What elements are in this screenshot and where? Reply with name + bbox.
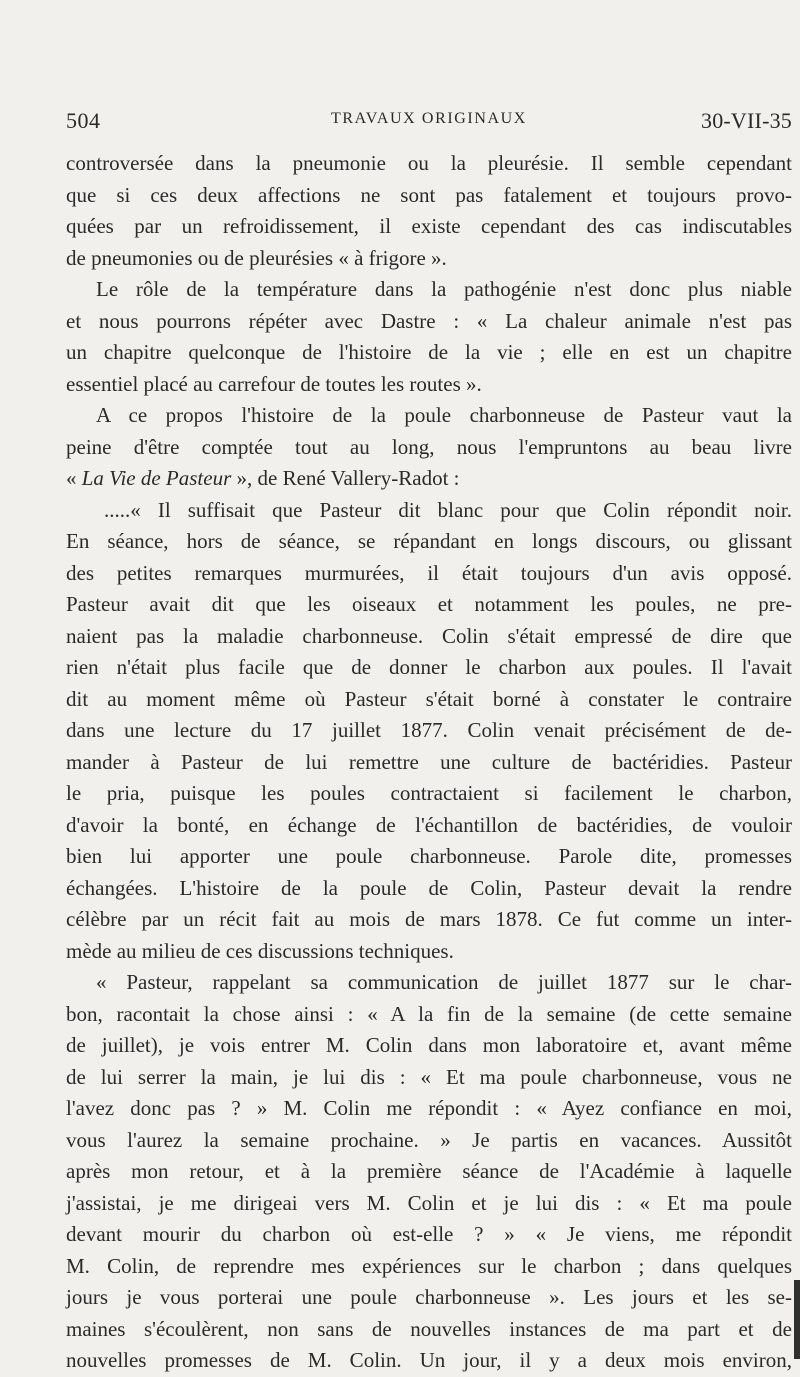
- header-date: 30-VII-35: [701, 108, 792, 133]
- text-line: de lui serrer la main, je lui dis : « Et ma poule charbonneuse, vous ne: [66, 1064, 792, 1089]
- book-title: La Vie de Pasteur: [81, 466, 232, 490]
- text-line: naient pas la maladie charbonneuse. Colin s'était empressé de dire que: [66, 623, 792, 648]
- text-line: le pria, puisque les poules contractaient si facilement le charbon,: [66, 781, 792, 805]
- text-line: En séance, hors de séance, se répandant en longs discours, ou glissant: [66, 529, 792, 553]
- text-line: bien lui apporter une poule charbonneuse. Parole dite, promesses: [66, 844, 792, 868]
- book-title-line: « La Vie de Pasteur », de René Vallery-Radot :: [66, 466, 460, 490]
- page-number: 504: [66, 108, 101, 133]
- text-line: essentiel placé au carrefour de toutes les routes ».: [66, 371, 482, 396]
- page-header: [66, 104, 792, 140]
- text-line: un chapitre quelconque de l'histoire de la vie ; elle en est un chapitre: [66, 340, 792, 364]
- text-line: Pasteur avait dit que les oiseaux et notamment les poules, ne pre-: [66, 592, 792, 616]
- text-line: dans une lecture du 17 juillet 1877. Colin venait précisément de de-: [66, 718, 792, 742]
- text-line: mède au milieu de ces discussions techniques.: [66, 938, 454, 963]
- text-line: vous l'aurez la semaine prochaine. » Je partis en vacances. Aussitôt: [66, 1127, 792, 1152]
- text-line: après mon retour, et à la première séance de l'Académie à laquelle: [66, 1159, 792, 1183]
- text-line: des petites remarques murmurées, il était toujours d'un avis opposé.: [66, 560, 792, 585]
- text-line: l'avez donc pas ? » M. Colin me répondit : « Ayez confiance en moi,: [66, 1096, 792, 1120]
- text-line: maines s'écoulèrent, non sans de nouvelles instances de ma part et de: [66, 1316, 792, 1341]
- text-line: échangées. L'histoire de la poule de Colin, Pasteur devait la rendre: [66, 875, 792, 900]
- text-line: nouvelles promesses de M. Colin. Un jour, il y a deux mois environ,: [66, 1348, 792, 1372]
- text-line: j'assistai, je me dirigeai vers M. Colin et je lui dis : « Et ma poule: [66, 1190, 792, 1215]
- text-line: peine d'être comptée tout au long, nous l'empruntons au beau livre: [66, 434, 792, 459]
- text-line: que si ces deux affections ne sont pas fatalement et toujours provo-: [66, 182, 792, 207]
- text-line: quées par un refroidissement, il existe cependant des cas indiscutables: [66, 214, 792, 238]
- text-line: dit au moment même où Pasteur s'était borné à constater le contraire: [66, 686, 792, 711]
- text-line: et nous pourrons répéter avec Dastre : « La chaleur animale n'est pas: [66, 308, 792, 333]
- text-line: controversée dans la pneumonie ou la pleurésie. Il semble cependant: [66, 151, 792, 175]
- running-title: TRAVAUX ORIGINAUX: [331, 110, 527, 127]
- text-line: de pneumonies ou de pleurésies « à frigore ».: [66, 245, 447, 270]
- text-line: bon, racontait la chose ainsi : « A la fin de la semaine (de cette semaine: [66, 1001, 792, 1026]
- text-line: célèbre par un récit fait au mois de mars 1878. Ce fut comme un inter-: [66, 907, 792, 931]
- text-line: de juillet), je vois entrer M. Colin dans mon laboratoire et, avant même: [66, 1033, 792, 1057]
- text-line: rien n'était plus facile que de donner le charbon aux poules. Il l'avait: [66, 655, 792, 679]
- text-line: .....« Il suffisait que Pasteur dit blanc pour que Colin répondit noir.: [104, 497, 792, 522]
- text-line: « Pasteur, rappelant sa communication de juillet 1877 sur le char-: [96, 970, 792, 994]
- text-line: mander à Pasteur de lui remettre une culture de bactéridies. Pasteur: [66, 749, 792, 774]
- text-line: Le rôle de la température dans la pathogénie n'est donc plus niable: [96, 277, 792, 301]
- text-line: jours je vous porterai une poule charbonneuse ». Les jours et les se-: [66, 1285, 792, 1309]
- text-line: M. Colin, de reprendre mes expériences sur le charbon ; dans quelques: [66, 1253, 792, 1278]
- page-edge-shadow: [794, 1280, 800, 1359]
- text-line: devant mourir du charbon où est-elle ? » « Je viens, me répondit: [66, 1222, 792, 1246]
- text-line: A ce propos l'histoire de la poule charbonneuse de Pasteur vaut la: [96, 403, 792, 427]
- text-line: d'avoir la bonté, en échange de l'échantillon de bactéridies, de vouloir: [66, 812, 792, 837]
- body-text: [66, 148, 792, 1377]
